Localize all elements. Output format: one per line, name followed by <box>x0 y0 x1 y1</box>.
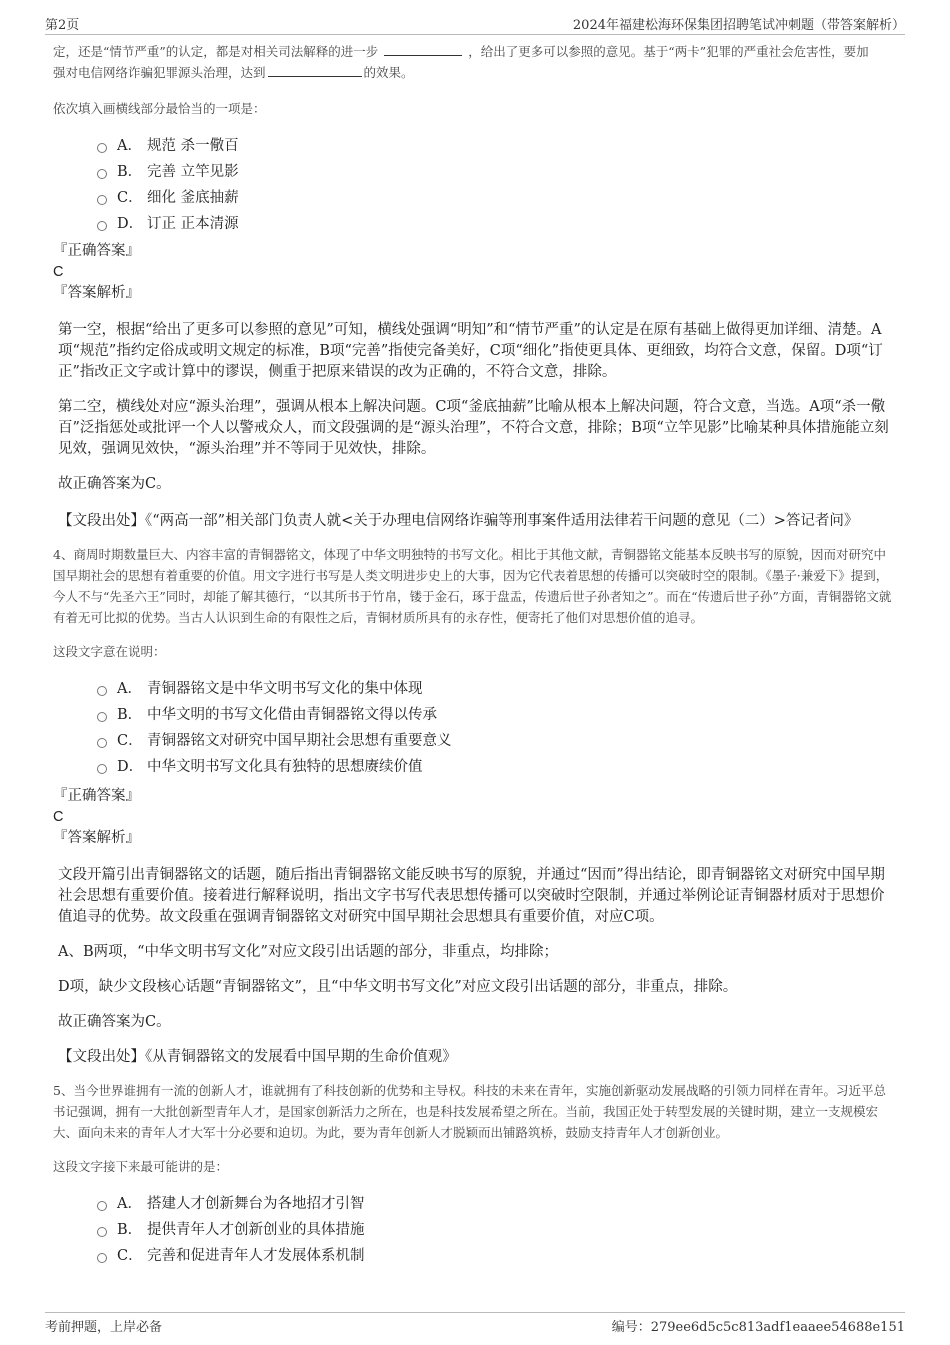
q5-option-c[interactable]: C． 完善和促进青年人才发展体系机制 <box>97 1243 898 1269</box>
radio-icon[interactable] <box>97 712 107 722</box>
q3-option-d[interactable]: D． 订正 正本清源 <box>97 211 898 237</box>
q4-analysis-para: 故正确答案为C。 <box>58 1014 171 1030</box>
q3-stem-part: ，给出了更多可以参照的意见。基于“两卡”犯罪的严重社会危害性，要加 <box>468 44 869 59</box>
q3-stem-part: 强对电信网络诈骗犯罪源头治理，达到 <box>53 65 266 80</box>
q3-answer-label: 『正确答案』 <box>53 243 140 259</box>
q4-option-a[interactable]: A． 青铜器铭文是中华文明书写文化的集中体现 <box>97 676 898 702</box>
q4-stem: 4、商周时期数量巨大、内容丰富的青铜器铭文，体现了中华文明独特的书写文化。相比于其他文献，青铜器铭文能基本反映书写的原貌，因而对研究中国早期社会的思想有着重要的价值。用文字进行书写是人类文明进步史上的大事，因为它代表着思想的传播可以突破时空的限制。《墨子·兼爱下》提到，今人不与“先圣六王”同时，却能了解其德行，“以其所书于竹帛，镂于金石，琢于盘盂，传遗后世子孙者知之”。而在“传遗后世子孙”方面，青铜器铭文就有着无可比拟的优势。当古人认识到生命的有限性之后，青铜材质所具有的永存性，便寄托了他们对思想价值的追寻。 <box>53 547 892 625</box>
q3-option-b[interactable]: B． 完善 立竿见影 <box>97 159 898 185</box>
radio-icon[interactable] <box>97 1227 107 1237</box>
q4-options <box>97 676 898 780</box>
q3-source: 【文段出处】《“两高一部”相关部门负责人就<关于办理电信网络诈骗等刑事案件适用法律若干问题的意见（二）>答记者问》 <box>58 513 859 529</box>
q5-stem: 5、当今世界谁拥有一流的创新人才，谁就拥有了科技创新的优势和主导权。科技的未来在青年，实施创新驱动发展战略的引领力同样在青年。习近平总书记强调，拥有一大批创新型青年人才，是国家创新活力之所在，也是科技发展希望之所在。当前，我国正处于转型发展的关键时期，建立一支规模宏大、面向未来的青年人才大军十分必要和迫切。为此，要为青年创新人才脱颖而出铺路筑桥，鼓励支持青年人才创新创业。 <box>53 1083 886 1140</box>
blank-line <box>268 64 362 77</box>
document-id: 编号：279ee6d5c5c813adf1eaaee54688e151 <box>611 1320 905 1335</box>
radio-icon[interactable] <box>97 686 107 696</box>
q5-prompt: 这段文字接下来最可能讲的是： <box>53 1159 229 1174</box>
q4-answer: C <box>53 809 64 825</box>
radio-icon[interactable] <box>97 169 107 179</box>
q4-answer-label: 『正确答案』 <box>53 788 140 804</box>
q3-stem-part: 定，还是“情节严重”的认定，都是对相关司法解释的进一步 <box>53 44 379 59</box>
q3-analysis-para: 故正确答案为C。 <box>58 476 171 492</box>
q4-analysis-para: 文段开篇引出青铜器铭文的话题，随后指出青铜器铭文能反映书写的原貌，并通过“因而”得出结论，即青铜器铭文对研究中国早期社会思想有重要价值。接着进行解释说明，指出文字书写代表思想传播可以突破时空限制，并通过举例论证青铜器材质对于思想价值追寻的优势。故文段重在强调青铜器铭文对研究中国早期社会思想具有重要价值，对应C项。 <box>58 867 885 925</box>
document-title: 2024年福建松海环保集团招聘笔试冲刺题（带答案解析） <box>572 18 905 33</box>
q4-prompt: 这段文字意在说明： <box>53 644 166 659</box>
q3-stem-part: 的效果。 <box>363 65 414 80</box>
q3-analysis-para: 第一空，根据“给出了更多可以参照的意见”可知，横线处强调“明知”和“情节严重”的认定是在原有基础上做得更加详细、清楚。A项“规范”指约定俗成或明文规定的标准，B项“完善”指使完备美好，C项“细化”指使更具体、更细致，均符合文意，保留。D项“订正”指改正文字或计算中的谬误，侧重于把原来错误的改为正确的，不符合文意，排除。 <box>58 322 883 380</box>
radio-icon[interactable] <box>97 143 107 153</box>
radio-icon[interactable] <box>97 738 107 748</box>
q3-analysis-para: 第二空，横线处对应“源头治理”，强调从根本上解决问题。C项“釜底抽薪”比喻从根本上解决问题，符合文意，当选。A项“杀一儆百”泛指惩处或批评一个人以警戒众人，而文段强调的是“源头治理”，不符合文意，排除；B项“立竿见影”比喻某种具体措施能立刻见效，强调见效快，“源头治理”并不等同于见效快，排除。 <box>58 399 889 457</box>
radio-icon[interactable] <box>97 1253 107 1263</box>
q3-option-a[interactable]: A． 规范 杀一儆百 <box>97 133 898 159</box>
q3-option-c[interactable]: C． 细化 釜底抽薪 <box>97 185 898 211</box>
q4-analysis-para: A、B两项，“中华文明书写文化”对应文段引出话题的部分，非重点，均排除； <box>58 944 558 960</box>
q4-analysis-label: 『答案解析』 <box>53 830 140 846</box>
q3-prompt: 依次填入画横线部分最恰当的一项是： <box>53 101 266 116</box>
q3-stem-continued <box>53 41 898 83</box>
page-number: 第2页 <box>45 18 80 33</box>
radio-icon[interactable] <box>97 221 107 231</box>
q3-answer: C <box>53 264 64 280</box>
page-footer <box>45 1312 905 1333</box>
q3-options <box>97 133 898 237</box>
radio-icon[interactable] <box>97 1201 107 1211</box>
q4-analysis-para: D项，缺少文段核心话题“青铜器铭文”，且“中华文明书写文化”对应文段引出话题的部分，非重点，排除。 <box>58 979 738 995</box>
q5-option-a[interactable]: A． 搭建人才创新舞台为各地招才引智 <box>97 1191 898 1217</box>
q4-option-d[interactable]: D． 中华文明书写文化具有独特的思想赓续价值 <box>97 754 898 780</box>
q5-option-b[interactable]: B． 提供青年人才创新创业的具体措施 <box>97 1217 898 1243</box>
q4-option-b[interactable]: B． 中华文明的书写文化借由青铜器铭文得以传承 <box>97 702 898 728</box>
radio-icon[interactable] <box>97 195 107 205</box>
footer-slogan: 考前押题，上岸必备 <box>45 1320 163 1335</box>
page-header <box>45 12 905 35</box>
page-content <box>53 41 898 1269</box>
radio-icon[interactable] <box>97 764 107 774</box>
q3-analysis-label: 『答案解析』 <box>53 285 140 301</box>
q4-source: 【文段出处】《从青铜器铭文的发展看中国早期的生命价值观》 <box>58 1049 457 1065</box>
blank-line <box>384 43 462 56</box>
q4-option-c[interactable]: C． 青铜器铭文对研究中国早期社会思想有重要意义 <box>97 728 898 754</box>
q5-options <box>97 1191 898 1269</box>
